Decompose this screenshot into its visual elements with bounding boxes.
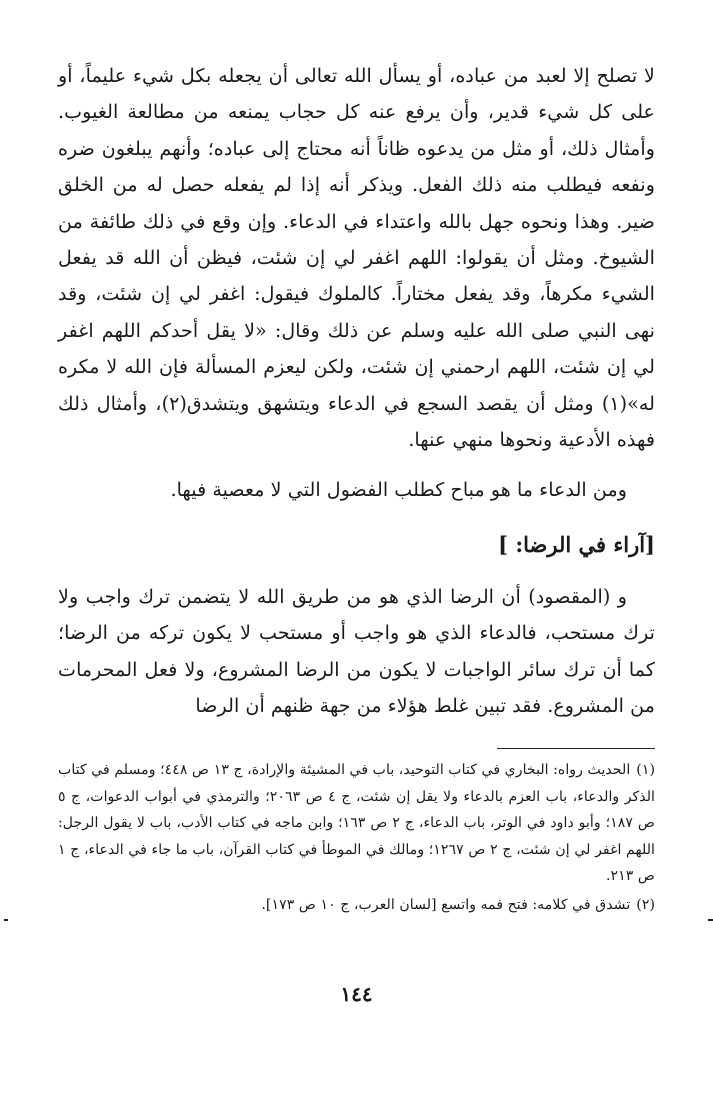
page-number: ١٤٤	[340, 982, 373, 1006]
paragraph-spacer	[58, 458, 655, 472]
footnotes-block	[58, 757, 655, 921]
paragraph-2: ومن الدعاء ما هو مباح كطلب الفضول التي لا معصية فيها.	[170, 478, 627, 502]
footnote-1	[58, 757, 655, 890]
section-heading: [آراء في الرضا: ]	[498, 532, 655, 557]
footnote-text: الحديث رواه: البخاري في كتاب التوحيد، باب في المشيئة والإرادة، ج ١٣ ص ٤٤٨؛ ومسلم في كتاب الذكر والدعاء، باب العزم بالدعاء ولا يقل إن شئت، ج ٤ ص ٢٠٦٣؛ والترمذي في أبواب الدعوات، ج ٥ ص ١٨٧؛ وأبو داود في الوتر، باب الدعاء، ج ٢ ص ١٦٣؛ وابن ماجه في كتاب الأدب، باب لا يقول الرجل: اللهم اغفر لي إن شئت، ج ٢ ص ١٢٦٧؛ ومالك في الموطأ في كتاب القرآن، باب ما جاء في الدعاء، ج ١ ص ٢١٣.	[58, 762, 655, 885]
section-text-block	[58, 579, 655, 725]
paragraph-3: و (المقصود) أن الرضا الذي هو من طريق الله لا يتضمن ترك واجب ولا ترك مستحب، فالدعاء الذي هو واجب أو مستحب لا يكون تركه من الرضا؛ كما أن ترك سائر الواجبات لا يكون من الرضا المشروع، ولا فعل المحرمات من المشروع. فقد تبين غلط هؤلاء من جهة ظنهم أن الرضا	[58, 585, 655, 718]
footnote-number: (٢)	[636, 896, 655, 913]
footnote-2	[58, 892, 655, 919]
paragraph-1: لا تصلح إلا لعبد من عباده، أو يسأل الله تعالى أن يجعله بكل شيء عليماً، أو على كل شيء قدير، وأن يرفع عنه كل حجاب يمنعه من مطالعة الغيوب. وأمثال ذلك، أو مثل من يدعوه ظاناً أنه محتاج إلى عباده؛ وأنهم يبلغون ضره ونفعه فيطلب منه ذلك الفعل. ويذكر أنه إذا لم يفعله حصل له من الخلق ضير. وهذا ونحوه جهل بالله واعتداء في الدعاء. وإن وقع في ذلك طائفة من الشيوخ. ومثل أن يقولوا: اللهم اغفر لي إن شئت، فيظن أن الله قد يفعل الشيء مكرهاً، وقد يفعل مختاراً. كالملوك فيقول: اغفر لي إن شئت، وقد نهى النبي صلى الله عليه وسلم عن ذلك وقال: «لا يقل أحدكم اللهم اغفر لي إن شئت، اللهم ارحمني إن شئت، ولكن ليعزم المسألة فإن الله لا مكره له»(١) ومثل أن يقصد السجع في الدعاء ويتشهق ويتشدق(٢)، وأمثال ذلك فهذه الأدعية ونحوها منهي عنها.	[58, 64, 655, 452]
margin-tick-left	[4, 919, 8, 921]
main-text-block	[58, 58, 655, 509]
footnote-text: تشدق في كلامه: فتح فمه واتسع [لسان العرب، ج ١٠ ص ١٧٣].	[261, 896, 631, 913]
margin-tick-right	[708, 919, 713, 921]
footnote-separator	[497, 748, 655, 749]
footnote-number: (١)	[636, 762, 655, 778]
